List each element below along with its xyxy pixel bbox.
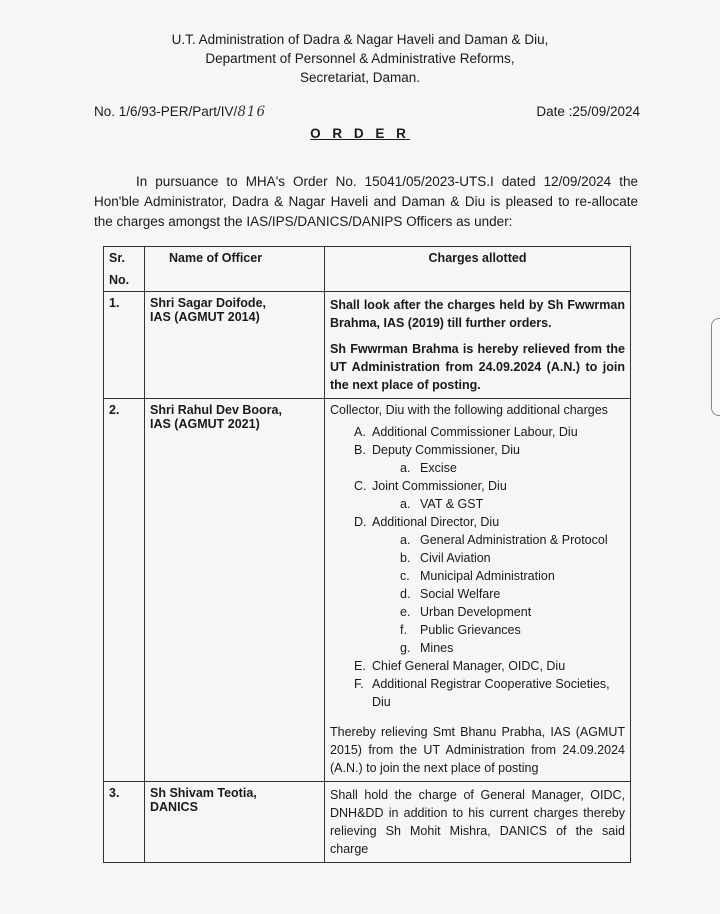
table-header-row [104, 247, 631, 292]
list-item: b. Civil Aviation [400, 551, 491, 565]
order-title: O R D E R [310, 126, 410, 141]
row-2-charges [325, 399, 631, 782]
table-row [104, 399, 631, 782]
letterhead-line-1: U.T. Administration of Dadra & Nagar Haveli and Daman & Diu, [171, 32, 549, 47]
row-3-sr: 3. [104, 782, 145, 863]
header-name: Name of Officer [145, 247, 325, 292]
letterhead [0, 30, 720, 87]
list-item: B. Deputy Commissioner, Diu [354, 443, 520, 457]
list-item: g. Mines [400, 641, 454, 655]
list-item: A. Additional Commissioner Labour, Diu [354, 425, 578, 439]
charges-list [330, 423, 625, 711]
header-sr-no: Sr. No. [104, 247, 145, 292]
list-item: E. Chief General Manager, OIDC, Diu [354, 659, 566, 673]
letterhead-line-2: Department of Personnel & Administrative Reforms, [205, 51, 515, 66]
list-item: C. Joint Commissioner, Diu [354, 479, 507, 493]
order-number-prefix: No. 1/6/93-PER/Part/IV/ [94, 104, 238, 119]
row-3-charges: Shall hold the charge of General Manager, OIDC, DNH&DD in addition to his current charges thereby relieving Sh Mohit Mishra, DANICS of the said charge [325, 782, 631, 863]
table-row [104, 292, 631, 399]
letterhead-line-3: Secretariat, Daman. [299, 70, 421, 85]
list-item: c. Municipal Administration [400, 569, 555, 583]
row-2-sr: 2. [104, 399, 145, 782]
list-item: D. Additional Director, Diu [354, 515, 500, 529]
row-1-sr: 1. [104, 292, 145, 399]
header-charges: Charges allotted [325, 247, 631, 292]
scroll-handle[interactable] [711, 318, 720, 416]
list-item: a. VAT & GST [400, 497, 484, 511]
row-3-officer: Sh Shivam Teotia, DANICS [145, 782, 325, 863]
list-item: d. Social Welfare [400, 587, 501, 601]
order-number-handwritten: 816 [237, 104, 267, 120]
list-item: a. General Administration & Protocol [400, 533, 608, 547]
intro-paragraph: In pursuance to MHA's Order No. 15041/05/2023-UTS.I dated 12/09/2024 the Hon'ble Administrator, Dadra & Nagar Haveli and Daman & Diu is pleased to re-allocate the charges amongst the IAS/IPS/DANICS/DANIPS Officers as under: [94, 174, 638, 229]
row-1-charges: Shall look after the charges held by Sh Fwwrman Brahma, IAS (2019) till further orders. Sh Fwwrman Brahma is hereby relieved from the UT Administration from 24.09.2024 (A.N.) to join the next place of posting. [325, 292, 631, 399]
list-item: e. Urban Development [400, 605, 532, 619]
row-2-closing: Thereby relieving Smt Bhanu Prabha, IAS (AGMUT 2015) from the UT Administration from 24.09.2024 (A.N.) to join the next place of posting [330, 725, 625, 775]
order-date: Date :25/09/2024 [536, 104, 640, 119]
list-item: a. Excise [400, 461, 457, 475]
list-item: f. Public Grievances [400, 623, 521, 637]
row-1-officer: Shri Sagar Doifode, IAS (AGMUT 2014) [145, 292, 325, 399]
row-2-lead: Collector, Diu with the following additional charges [330, 403, 608, 417]
order-number [94, 104, 266, 120]
list-item: F. Additional Registrar Cooperative Societies, Diu [354, 677, 610, 709]
row-2-officer: Shri Rahul Dev Boora, IAS (AGMUT 2021) [145, 399, 325, 782]
table-row [104, 782, 631, 863]
charges-table [103, 246, 631, 863]
